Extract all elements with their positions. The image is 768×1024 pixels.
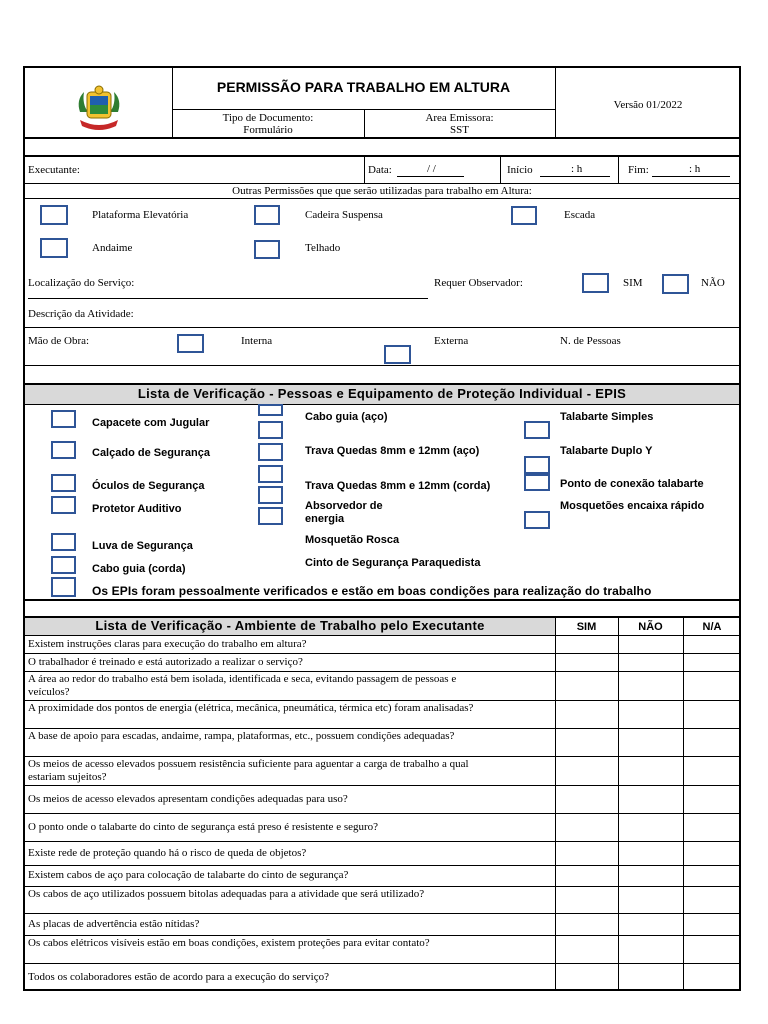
epi-absorvedor-checkbox-b[interactable] (258, 507, 283, 525)
epi-mosquetao-label: Mosquetão Rosca (305, 534, 400, 546)
end-time-unit: : h (689, 163, 701, 175)
divider (23, 137, 741, 139)
answer-cell-sim[interactable] (556, 842, 618, 865)
answer-cell-nao[interactable] (619, 887, 683, 913)
doc-type-value: Formulário (243, 124, 293, 136)
epi-trava-corda-label: Trava Quedas 8mm e 12mm (corda) (305, 480, 491, 492)
executante-label: Executante: (28, 164, 80, 176)
answer-cell-sim[interactable] (556, 729, 618, 756)
date-separator: / / (427, 163, 436, 175)
labor-external-checkbox[interactable] (384, 345, 411, 364)
labor-label: Mão de Obra: (28, 335, 90, 347)
answer-cell-na[interactable] (684, 842, 740, 865)
epi-cabo-aco-checkbox[interactable] (258, 404, 283, 416)
answer-cell-nao[interactable] (619, 757, 683, 785)
epi-talabarte-duplo-label: Talabarte Duplo Y (560, 445, 653, 457)
page-title: PERMISSÃO PARA TRABALHO EM ALTURA (216, 79, 511, 95)
answer-cell-na[interactable] (684, 964, 740, 991)
answer-cell-na[interactable] (684, 757, 740, 785)
checklist-question: Existem instruções claras para execução do trabalho em altura? (28, 638, 307, 650)
epi-calcado-checkbox[interactable] (51, 441, 76, 459)
other-permissions-label: Outras Permissões que que serão utilizadas para trabalho em Altura: (232, 185, 532, 197)
answer-cell-sim[interactable] (556, 654, 618, 671)
epi-confirm-label: Os EPIs foram pessoalmente verificados e estão em boas condições para realização do trabalho (92, 584, 652, 598)
area-label: Area Emissora: (425, 112, 494, 124)
divider (364, 155, 365, 183)
checklist-question: Os meios de acesso elevados apresentam condições adequadas para uso? (28, 793, 348, 805)
answer-cell-na[interactable] (684, 936, 740, 963)
location-label: Localização do Serviço: (28, 277, 135, 289)
andaime-checkbox[interactable] (40, 238, 68, 258)
checklist-question: Existe rede de proteção quando há o risco de queda de objetos? (28, 847, 307, 859)
observer-label: Requer Observador: (434, 277, 523, 289)
epi-cabo-corda-label: Cabo guia (corda) (92, 563, 186, 575)
epi-confirm-checkbox[interactable] (51, 577, 76, 597)
telhado-label: Telhado (305, 242, 341, 254)
escada-checkbox[interactable] (511, 206, 537, 225)
end-time-label: Fim: (628, 164, 649, 176)
observer-no-checkbox[interactable] (662, 274, 689, 294)
epi-trava-aco-checkbox-b[interactable] (258, 443, 283, 461)
answer-cell-nao[interactable] (619, 786, 683, 813)
checklist-question: O ponto onde o talabarte do cinto de segurança está preso é resistente e seguro? (28, 821, 379, 833)
answer-cell-na[interactable] (684, 672, 740, 700)
epi-talabarte-simples-label: Talabarte Simples (560, 411, 654, 423)
answer-cell-na[interactable] (684, 814, 740, 841)
checklist-question: A proximidade dos pontos de energia (elétrica, mecânica, pneumática, térmica etc) foram analisadas? (28, 702, 474, 714)
divider (23, 183, 741, 184)
divider (23, 365, 741, 366)
answer-cell-na[interactable] (684, 701, 740, 728)
epi-protetor-checkbox[interactable] (51, 496, 76, 514)
epi-absorvedor-label: Absorvedor de energia (305, 500, 383, 525)
answer-cell-na[interactable] (684, 866, 740, 886)
checklist-question: O trabalhador é treinado e está autorizado a realizar o serviço? (28, 656, 303, 668)
observer-yes-checkbox[interactable] (582, 273, 609, 293)
plataforma-checkbox[interactable] (40, 205, 68, 225)
answer-cell-sim[interactable] (556, 964, 618, 991)
description-label: Descrição da Atividade: (28, 308, 134, 320)
answer-cell-sim[interactable] (556, 757, 618, 785)
divider (23, 404, 741, 405)
observer-no-label: NÃO (701, 277, 725, 289)
answer-cell-sim[interactable] (556, 636, 618, 653)
checklist-question: Os cabos elétricos visíveis estão em boas condições, existem proteções para evitar contato? (28, 937, 430, 949)
date-label: Data: (368, 164, 392, 176)
answer-cell-sim[interactable] (556, 672, 618, 700)
col-na-header: N/A (702, 621, 722, 633)
answer-cell-nao[interactable] (619, 729, 683, 756)
divider (618, 155, 619, 183)
answer-cell-nao[interactable] (619, 636, 683, 653)
divider (23, 198, 741, 199)
checklist-question: A base de apoio para escadas, andaime, rampa, plataformas, etc., possuem condições adequadas? (28, 730, 455, 742)
checklist-question: Todos os colaboradores estão de acordo para a execução do serviço? (28, 971, 329, 983)
observer-yes-label: SIM (623, 277, 643, 289)
epi-oculos-label: Óculos de Segurança (92, 480, 205, 492)
answer-cell-nao[interactable] (619, 701, 683, 728)
people-count-label: N. de Pessoas (560, 335, 621, 347)
cadeira-label: Cadeira Suspensa (305, 209, 383, 221)
checklist-question: Os meios de acesso elevados possuem resistência suficiente para aguentar a carga de trabalho a qual estariam sujeitos? (28, 758, 469, 783)
answer-cell-na[interactable] (684, 729, 740, 756)
epi-luva-label: Luva de Segurança (92, 540, 193, 552)
version-label: Versão 01/2022 (613, 99, 683, 111)
epi-calcado-label: Calçado de Segurança (92, 447, 210, 459)
epi-section-title: Lista de Verificação - Pessoas e Equipamento de Proteção Individual - EPIS (137, 386, 627, 401)
epi-mosquetoes-label: Mosquetões encaixa rápido (560, 500, 705, 512)
checklist-question: As placas de advertência estão nítidas? (28, 918, 200, 930)
plataforma-label: Plataforma Elevatória (92, 209, 189, 221)
answer-cell-nao[interactable] (619, 842, 683, 865)
checklist-question: Existem cabos de aço para colocação de talabarte do cinto de segurança? (28, 869, 349, 881)
answer-cell-nao[interactable] (619, 654, 683, 671)
area-value: SST (450, 124, 469, 136)
answer-cell-sim[interactable] (556, 701, 618, 728)
telhado-checkbox[interactable] (254, 240, 280, 259)
epi-luva-checkbox[interactable] (51, 533, 76, 551)
start-time-label: Início (507, 164, 533, 176)
epi-cabo-aco-label: Cabo guia (aço) (305, 411, 388, 423)
answer-cell-sim[interactable] (556, 786, 618, 813)
answer-cell-nao[interactable] (619, 964, 683, 991)
answer-cell-nao[interactable] (619, 866, 683, 886)
answer-cell-sim[interactable] (556, 887, 618, 913)
answer-cell-na[interactable] (684, 887, 740, 913)
epi-cabo-corda-checkbox[interactable] (51, 556, 76, 574)
doc-type-label: Tipo de Documento: (222, 112, 314, 124)
epi-absorvedor-checkbox-a[interactable] (258, 486, 283, 504)
coat-of-arms-icon (74, 82, 124, 134)
checklist-question: A área ao redor do trabalho está bem isolada, identificada e seca, evitando passagem de pessoas e veículos? (28, 673, 457, 698)
col-nao-header: NÃO (638, 621, 663, 633)
answer-cell-na[interactable] (684, 636, 740, 653)
labor-internal-checkbox[interactable] (177, 334, 204, 353)
col-sim-header: SIM (576, 621, 597, 633)
epi-cinto-label: Cinto de Segurança Paraquedista (305, 557, 481, 569)
epi-mosquetoes-checkbox[interactable] (524, 511, 550, 529)
epi-trava-aco-label: Trava Quedas 8mm e 12mm (aço) (305, 445, 480, 457)
answer-cell-nao[interactable] (619, 814, 683, 841)
divider (500, 155, 501, 183)
answer-cell-na[interactable] (684, 654, 740, 671)
answer-cell-sim[interactable] (556, 866, 618, 886)
labor-internal-label: Interna (241, 335, 273, 347)
location-input[interactable] (28, 288, 428, 299)
start-time-unit: : h (571, 163, 583, 175)
answer-cell-na[interactable] (684, 914, 740, 935)
epi-capacete-checkbox[interactable] (51, 410, 76, 428)
escada-label: Escada (564, 209, 596, 221)
epi-talabarte-duplo-checkbox[interactable] (524, 456, 550, 474)
answer-cell-sim[interactable] (556, 914, 618, 935)
coat-of-arms-logo (74, 82, 124, 134)
cadeira-checkbox[interactable] (254, 205, 280, 225)
epi-trava-corda-checkbox[interactable] (258, 465, 283, 483)
andaime-label: Andaime (92, 242, 133, 254)
checklist-question: Os cabos de aço utilizados possuem bitolas adequadas para a atividade que será utilizado? (28, 888, 425, 900)
divider (23, 599, 741, 601)
divider (23, 155, 741, 157)
epi-ponto-conexao-label: Ponto de conexão talabarte (560, 478, 704, 490)
epi-capacete-label: Capacete com Jugular (92, 417, 210, 429)
answer-cell-nao[interactable] (619, 672, 683, 700)
epi-talabarte-simples-checkbox[interactable] (524, 421, 550, 439)
answer-cell-sim[interactable] (556, 936, 618, 963)
epi-ponto-conexao-checkbox[interactable] (524, 474, 550, 491)
labor-external-label: Externa (434, 335, 469, 347)
divider (23, 327, 741, 328)
answer-cell-nao[interactable] (619, 936, 683, 963)
epi-trava-aco-checkbox-a[interactable] (258, 421, 283, 439)
env-section-title: Lista de Verificação - Ambiente de Trabalho pelo Executante (95, 618, 485, 633)
answer-cell-nao[interactable] (619, 914, 683, 935)
answer-cell-na[interactable] (684, 786, 740, 813)
epi-protetor-label: Protetor Auditivo (92, 503, 182, 515)
epi-oculos-checkbox[interactable] (51, 474, 76, 492)
answer-cell-sim[interactable] (556, 814, 618, 841)
